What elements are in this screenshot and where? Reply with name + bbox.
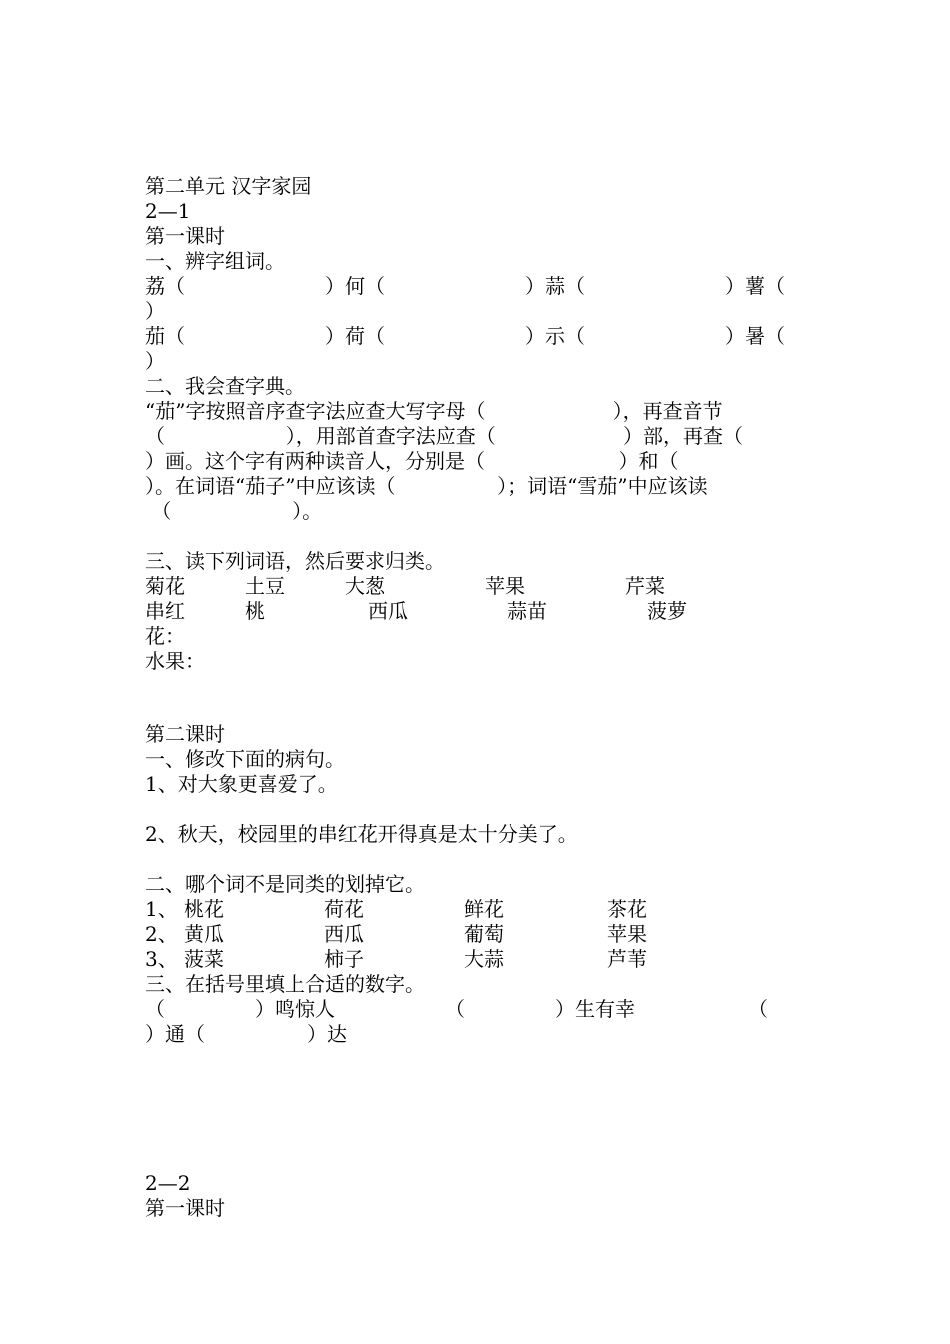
period-title-2: 第二课时 (145, 722, 225, 746)
q1-row1-cell: 荔（ (145, 274, 185, 298)
word-item: 苹果 (485, 574, 525, 598)
word-item: 西瓜 (368, 599, 408, 623)
word-item: 鲜花 (464, 897, 504, 921)
q2-line: ）画。这个字有两种读音人，分别是（ ）和（ (145, 449, 679, 473)
q2-line: ）。在词语“茄子”中应该读（ ）；词语“雪茄”中应该读 (145, 474, 708, 498)
fruit-category-label: 水果： (145, 649, 205, 673)
flower-category-label: 花： (145, 624, 185, 648)
word-item: 桃花 (184, 897, 224, 921)
q1-row1-cell: ）薯（ (725, 274, 785, 298)
idiom-fragment: （ (748, 997, 768, 1021)
word-item: 菠菜 (184, 947, 224, 971)
word-item: 串红 (145, 599, 185, 623)
p2-q3-heading: 三、在括号里填上合适的数字。 (145, 972, 425, 996)
q1-row1-cell: ）何（ (325, 274, 385, 298)
p2-q1-heading: 一、修改下面的病句。 (145, 747, 345, 771)
q3-heading: 三、读下列词语，然后要求归类。 (145, 549, 445, 573)
word-item: 黄瓜 (184, 922, 224, 946)
idiom-fragment: ）通（ (145, 1022, 205, 1046)
q1-row2-cell: ） (145, 349, 165, 373)
idiom-fragment: （ (445, 997, 465, 1021)
word-item: 苹果 (607, 922, 647, 946)
word-item: 蒜苗 (507, 599, 547, 623)
idiom-fragment: ）达 (307, 1022, 347, 1046)
word-item: 西瓜 (324, 922, 364, 946)
sentence-1: 1、对大象更喜爱了。 (145, 772, 338, 796)
q1-row2-cell: ）示（ (525, 324, 585, 348)
row-number: 1、 (145, 897, 178, 921)
p2-q2-heading: 二、哪个词不是同类的划掉它。 (145, 872, 425, 896)
q1-row2-cell: 茄（ (145, 324, 185, 348)
word-item: 菊花 (145, 574, 185, 598)
word-item: 柿子 (324, 947, 364, 971)
q1-row1-cell: ） (145, 299, 165, 323)
word-item: 大葱 (345, 574, 385, 598)
q1-heading: 一、辨字组词。 (145, 249, 285, 273)
word-item: 芹菜 (625, 574, 665, 598)
word-item: 茶花 (607, 897, 647, 921)
sentence-2: 2、秋天，校园里的串红花开得真是太十分美了。 (145, 822, 578, 846)
period-title-2-2: 第一课时 (145, 1196, 225, 1220)
q2-heading: 二、我会查字典。 (145, 374, 305, 398)
q2-line: （ ），用部首查字法应查（ ）部，再查（ (145, 424, 743, 448)
q1-row2-cell: ）荷（ (325, 324, 385, 348)
q1-row1-cell: ）蒜（ (525, 274, 585, 298)
lesson-code-2-1: 2—1 (145, 199, 191, 223)
lesson-code-2-2: 2—2 (145, 1171, 191, 1195)
row-number: 2、 (145, 922, 178, 946)
word-item: 大蒜 (464, 947, 504, 971)
word-item: 土豆 (245, 574, 285, 598)
unit-title: 第二单元 汉字家园 (145, 174, 312, 198)
word-item: 荷花 (324, 897, 364, 921)
idiom-fragment: ）生有幸 (555, 997, 635, 1021)
idiom-fragment: ）鸣惊人 (255, 997, 335, 1021)
q2-line: “茄”字按照音序查字法应查大写字母（ ），再查音节 (145, 399, 723, 423)
word-item: 菠萝 (647, 599, 687, 623)
word-item: 葡萄 (464, 922, 504, 946)
q1-row2-cell: ）暑（ (725, 324, 785, 348)
word-item: 芦苇 (607, 947, 647, 971)
word-item: 桃 (245, 599, 265, 623)
idiom-fragment: （ (145, 997, 165, 1021)
q2-line: （ ）。 (145, 499, 323, 523)
period-title-1: 第一课时 (145, 224, 225, 248)
row-number: 3、 (145, 947, 178, 971)
